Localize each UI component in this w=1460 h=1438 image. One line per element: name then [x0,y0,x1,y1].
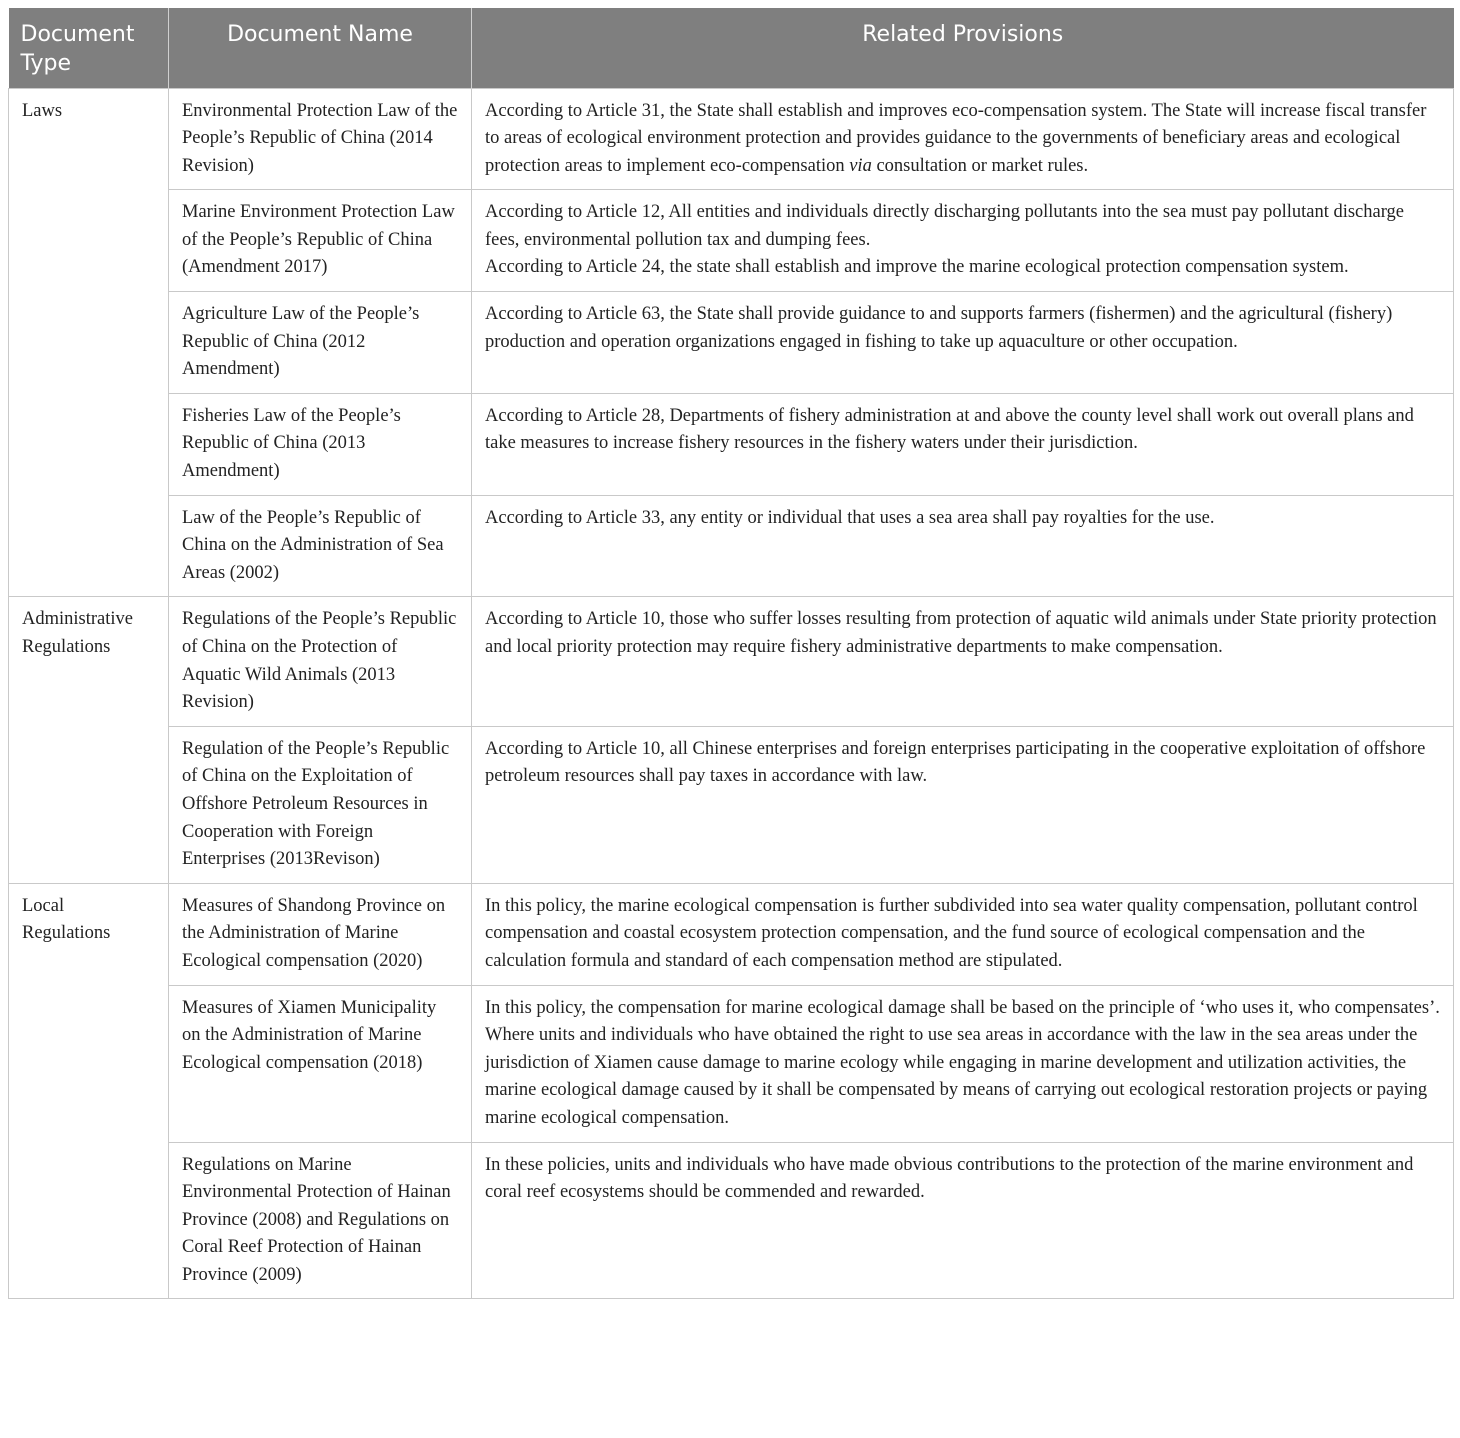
related-provision: In this policy, the marine ecological compensation is further subdivided into sea water quality compensation, pollutant control compensation and coastal ecosystem protection compensation, and the fund source of ecological compensation and the calculation formula and standard of each compensation method are stipulated. [472,883,1454,985]
provision-italic-text: via [849,155,872,176]
related-provision: According to Article 28, Departments of fishery administration at and above the county level shall work out overall plans and take measures to increase fishery resources in the fishery waters under their jurisdiction. [472,393,1454,495]
table-row [9,190,1454,292]
related-provision: According to Article 63, the State shall provide guidance to and supports farmers (fishermen) and the agricultural (fishery) production and operation organizations engaged in fishing to take up aquaculture or other occupation. [472,292,1454,394]
document-name: Regulations of the People’s Republic of China on the Protection of Aquatic Wild Animals (2013 Revision) [169,597,472,726]
provision-line: According to Article 24, the state shall establish and improve the marine ecological protection compensation system. [485,257,1349,278]
table-row [9,883,1454,985]
table-header [9,8,1454,88]
header-related-provisions: Related Provisions [472,8,1454,88]
header-document-name: Document Name [169,8,472,88]
regulations-table [8,8,1454,1299]
document-type-laws: Laws [9,88,169,597]
table-row [9,1142,1454,1299]
document-name: Fisheries Law of the People’s Republic of China (2013 Amendment) [169,393,472,495]
table-row [9,597,1454,726]
related-provision: In these policies, units and individuals who have made obvious contributions to the protection of the marine environment and coral reef ecosystems should be commended and rewarded. [472,1142,1454,1299]
table-row [9,393,1454,495]
document-name: Agriculture Law of the People’s Republic of China (2012 Amendment) [169,292,472,394]
header-row [9,8,1454,88]
related-provision [472,88,1454,190]
document-name: Regulations on Marine Environmental Protection of Hainan Province (2008) and Regulations on Coral Reef Protection of Hainan Province (2009) [169,1142,472,1299]
related-provision [472,190,1454,292]
document-type-administrative-regulations: Administrative Regulations [9,597,169,883]
document-type-local-regulations: Local Regulations [9,883,169,1299]
document-name: Environmental Protection Law of the People’s Republic of China (2014 Revision) [169,88,472,190]
table-row [9,985,1454,1142]
document-name: Measures of Shandong Province on the Administration of Marine Ecological compensation (2020) [169,883,472,985]
table-row [9,88,1454,190]
related-provision: According to Article 33, any entity or individual that uses a sea area shall pay royalties for the use. [472,495,1454,597]
related-provision: In this policy, the compensation for marine ecological damage shall be based on the principle of ‘who uses it, who compensates’. Where units and individuals who have obtained the right to use sea areas in accordance with the law in the sea areas under the jurisdiction of Xiamen cause damage to marine ecology while engaging in marine development and utilization activities, the marine ecological damage caused by it shall be compensated by means of carrying out ecological restoration projects or paying marine ecological compensation. [472,985,1454,1142]
document-name: Measures of Xiamen Municipality on the Administration of Marine Ecological compensation (2018) [169,985,472,1142]
table-row [9,292,1454,394]
related-provision: According to Article 10, all Chinese enterprises and foreign enterprises participating in the cooperative exploitation of offshore petroleum resources shall pay taxes in accordance with law. [472,726,1454,883]
provision-text-end: consultation or market rules. [871,155,1089,176]
provision-line: According to Article 12, All entities and individuals directly discharging pollutants into the sea must pay pollutant discharge fees, environmental pollution tax and dumping fees. [485,202,1405,250]
header-document-type: Document Type [9,8,169,88]
document-name: Law of the People’s Republic of China on the Administration of Sea Areas (2002) [169,495,472,597]
provision-text: According to Article 31, the State shall establish and improves eco-compensation system. The State will increase fiscal transfer to areas of ecological environment protection and provides guidance to the governments of beneficiary areas and ecological protection areas to implement eco-compensation [485,100,1427,176]
document-name: Marine Environment Protection Law of the People’s Republic of China (Amendment 2017) [169,190,472,292]
related-provision: According to Article 10, those who suffer losses resulting from protection of aquatic wild animals under State priority protection and local priority protection may require fishery administrative departments to make compensation. [472,597,1454,726]
table-row [9,495,1454,597]
table-body [9,88,1454,1299]
document-name: Regulation of the People’s Republic of China on the Exploitation of Offshore Petroleum Resources in Cooperation with Foreign Enterprises (2013Revison) [169,726,472,883]
table-row [9,726,1454,883]
